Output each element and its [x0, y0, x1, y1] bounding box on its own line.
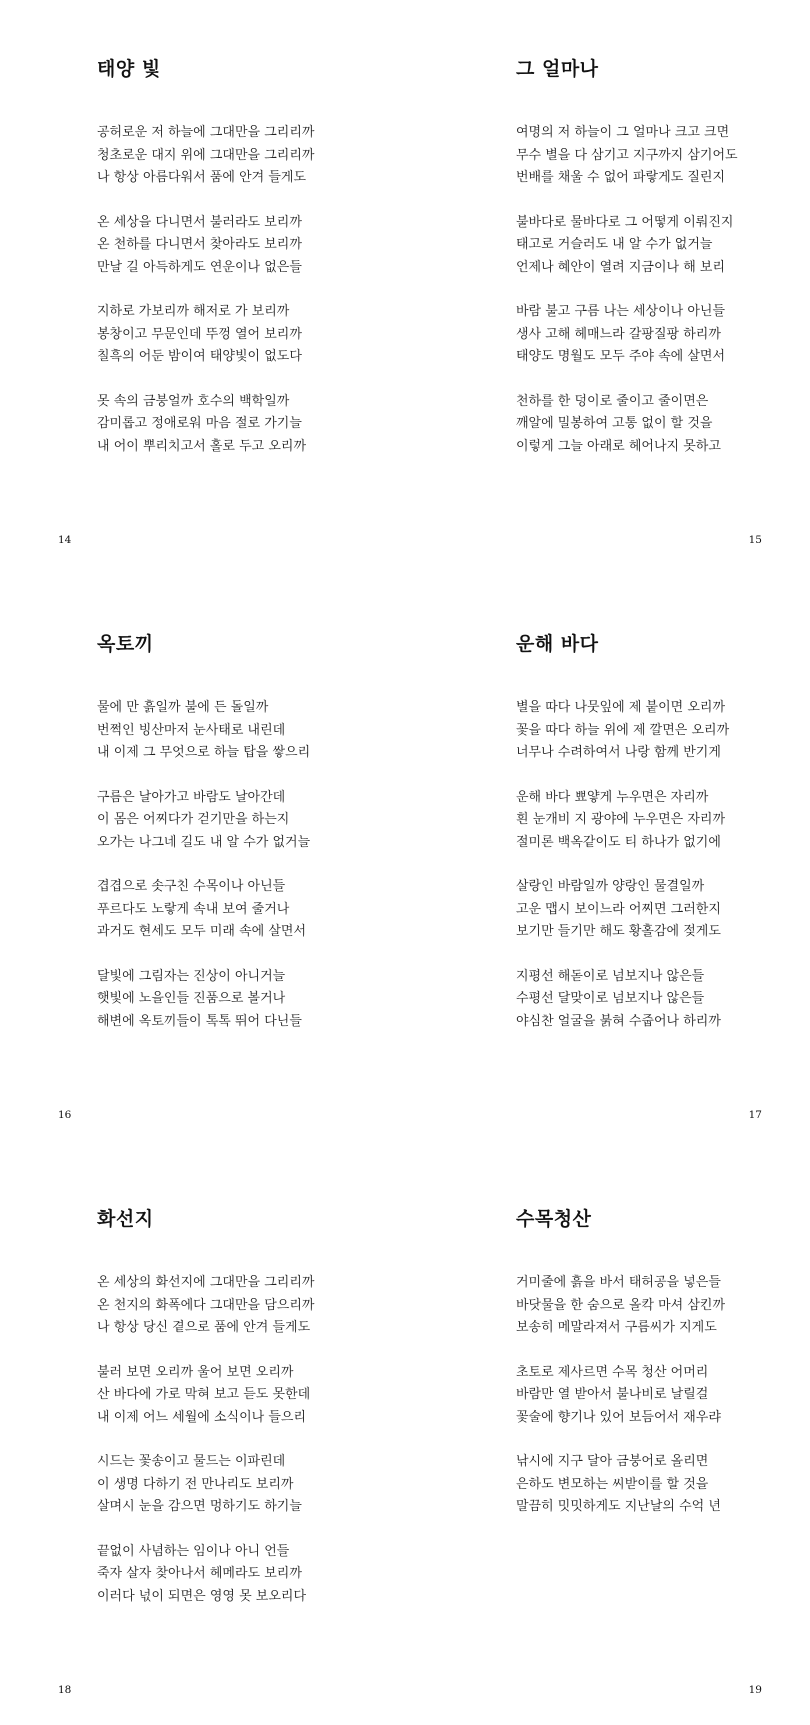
poem-line: 산 바다에 가로 막혀 보고 듣도 못한데: [97, 1387, 311, 1402]
poem-line: 감미롭고 정애로워 마음 절로 가기늘: [97, 416, 302, 431]
poem-line: 별을 따다 나뭇잎에 제 붙이면 오리까: [516, 700, 726, 715]
stanza: [516, 122, 806, 190]
stanza: [97, 1451, 387, 1519]
page-number: 14: [58, 534, 72, 546]
right-page: [405, 0, 810, 575]
poem-line: 번쩍인 빙산마저 눈사태로 내린데: [97, 722, 286, 738]
stanza: [97, 876, 387, 944]
poem-line: 여명의 저 하늘이 그 얼마나 크고 크면: [516, 125, 730, 140]
page-spread: [0, 1150, 810, 1725]
stanza: [97, 212, 387, 280]
poem-line: 언제나 혜안이 열려 지금이나 해 보리: [516, 259, 726, 275]
poem-line: 봉창이고 무문인데 뚜껑 열어 보리까: [97, 326, 302, 342]
poem-title: 운해 바다: [516, 633, 599, 655]
poem-line: 야심찬 얼굴을 붉혀 수줍어나 하리까: [516, 1013, 721, 1029]
stanza: [516, 1362, 806, 1430]
poem-line: 과거도 현세도 모두 미래 속에 살면서: [97, 924, 307, 939]
stanza: [97, 1362, 387, 1430]
poem-body: [516, 697, 806, 1055]
page-number: 17: [748, 1109, 762, 1121]
poem-body: [97, 122, 387, 480]
poem-line: 불러 보면 오리까 울어 보면 오리까: [97, 1364, 294, 1380]
poem-line: 수평선 달맞이로 넘보지나 않은들: [516, 991, 705, 1006]
stanza: [97, 122, 387, 190]
stanza: [516, 876, 806, 944]
page-number: 18: [58, 1684, 72, 1696]
page-spread: [0, 575, 810, 1150]
poem-line: 초토로 제사르면 수목 청산 어머리: [516, 1364, 709, 1380]
poem-line: 나 항상 아름다워서 품에 안겨 들게도: [97, 170, 307, 185]
page-number: 19: [748, 1684, 762, 1696]
poem-line: 물에 만 흙일까 불에 든 돌일까: [97, 700, 269, 715]
poem-line: 내 이제 그 무엇으로 하늘 탑을 쌓으리: [97, 745, 311, 760]
poem-line: 낚시에 지구 달아 금붕어로 올리면: [516, 1454, 709, 1469]
poem-line: 무수 별을 다 삼기고 지구까지 삼기어도: [516, 147, 738, 163]
stanza: [97, 697, 387, 765]
poem-line: 이 몸은 어찌다가 걷기만을 하는지: [97, 812, 290, 827]
right-page: [405, 575, 810, 1150]
poem-line: 지하로 가보리까 해저로 가 보리까: [97, 304, 290, 319]
poem-line: 말끔히 밋밋하게도 지난날의 수억 년: [516, 1499, 721, 1514]
poem-line: 절미론 백옥같이도 티 하나가 없기에: [516, 834, 721, 850]
poem-line: 생사 고해 헤매느라 갈팡질팡 하리까: [516, 326, 721, 342]
poem-line: 바람만 열 받아서 불나비로 날릴걸: [516, 1387, 709, 1402]
poem-line: 태고로 거슬러도 내 알 수가 없거늘: [516, 237, 713, 252]
stanza: [516, 1272, 806, 1340]
poem-line: 내 어이 뿌리치고서 홀로 두고 오리까: [97, 438, 307, 454]
poem-line: 보기만 들기만 해도 황홀감에 젖게도: [516, 924, 721, 939]
poem-line: 나 항상 당신 곁으로 품에 안겨 들게도: [97, 1320, 311, 1335]
left-page: [0, 575, 405, 1150]
stanza: [516, 966, 806, 1034]
stanza: [97, 966, 387, 1034]
page-number: 15: [748, 534, 762, 546]
poem-line: 끝없이 사념하는 임이나 아니 언들: [97, 1543, 290, 1559]
stanza: [516, 1451, 806, 1519]
page-spread: [0, 0, 810, 575]
poem-line: 꽃술에 향기나 있어 보듬어서 재우랴: [516, 1409, 721, 1425]
poem-line: 보송히 메말라져서 구름씨가 지게도: [516, 1320, 717, 1335]
poem-line: 온 세상의 화선지에 그대만을 그리리까: [97, 1275, 315, 1290]
poem-title: 옥토끼: [97, 633, 154, 655]
stanza: [516, 212, 806, 280]
poem-line: 공허로운 저 하늘에 그대만을 그리리까: [97, 125, 315, 140]
stanza: [97, 391, 387, 459]
poem-line: 거미줄에 흙을 바서 태허공을 넣은들: [516, 1275, 721, 1290]
poem-line: 겹겹으로 솟구친 수목이나 아닌들: [97, 879, 286, 894]
stanza: [516, 391, 806, 459]
poem-line: 구름은 날아가고 바람도 날아간데: [97, 789, 286, 805]
poem-body: [97, 697, 387, 1055]
poem-line: 번배를 채울 수 없어 파랗게도 질린지: [516, 170, 726, 185]
poem-line: 달빛에 그림자는 진상이 아니거늘: [97, 968, 286, 984]
poem-body: [516, 122, 806, 480]
poem-line: 바람 불고 구름 나는 세상이나 아닌들: [516, 304, 726, 319]
stanza: [97, 1272, 387, 1340]
poem-line: 깨알에 밀봉하여 고통 없이 할 것을: [516, 416, 713, 431]
poem-title: 태양 빛: [97, 58, 161, 80]
poem-line: 지평선 해돋이로 넘보지나 않은들: [516, 968, 705, 984]
page-number: 16: [58, 1109, 72, 1121]
poem-line: 해변에 옥토끼들이 톡톡 뛰어 다닌들: [97, 1013, 302, 1029]
poem-line: 바닷물을 한 숨으로 올칵 마셔 삼킨까: [516, 1297, 726, 1313]
stanza: [516, 787, 806, 855]
poem-line: 이 생명 다하기 전 만나리도 보리까: [97, 1476, 294, 1492]
poem-line: 이렇게 그늘 아래로 헤어나지 못하고: [516, 438, 721, 454]
poem-line: 온 세상을 다니면서 불러라도 보리까: [97, 214, 302, 230]
poem-line: 천하를 한 덩이로 줄이고 줄이면은: [516, 393, 709, 409]
poem-line: 내 이제 어느 세월에 소식이나 들으리: [97, 1409, 307, 1425]
stanza: [516, 697, 806, 765]
stanza: [516, 301, 806, 369]
poem-title: 그 얼마나: [516, 58, 599, 80]
poem-line: 살며시 눈을 감으면 멍하기도 하기늘: [97, 1499, 302, 1514]
poem-line: 못 속의 금붕얼까 호수의 백학일까: [97, 393, 290, 409]
poem-line: 시드는 꽃송이고 물드는 이파린데: [97, 1454, 286, 1469]
poem-line: 고운 맵시 보이느라 어찌면 그러한지: [516, 901, 721, 917]
poem-line: 온 천지의 화폭에다 그대만을 담으리까: [97, 1297, 315, 1313]
right-page: [405, 1150, 810, 1725]
stanza: [97, 1541, 387, 1609]
poem-line: 살랑인 바람일까 양랑인 물결일까: [516, 879, 705, 894]
poem-line: 죽자 살자 찾아나서 헤메라도 보리까: [97, 1566, 302, 1581]
poem-line: 꽃을 따다 하늘 위에 제 깔면은 오리까: [516, 722, 730, 738]
stanza: [97, 787, 387, 855]
poem-body: [97, 1272, 387, 1630]
poem-line: 흰 눈개비 지 광야에 누우면은 자리까: [516, 812, 726, 827]
stanza: [97, 301, 387, 369]
left-page: [0, 1150, 405, 1725]
poem-line: 태양도 명월도 모두 주야 속에 살면서: [516, 349, 726, 364]
poem-line: 온 천하를 다니면서 찾아라도 보리까: [97, 237, 302, 252]
poem-line: 칠흑의 어둔 밤이여 태양빛이 없도다: [97, 349, 302, 364]
poem-title: 수목청산: [516, 1208, 592, 1230]
poem-line: 햇빛에 노을인들 진품으로 볼거나: [97, 991, 286, 1006]
poem-line: 만날 길 아득하게도 연운이나 없은들: [97, 259, 302, 275]
poem-line: 너무나 수려하여서 나랑 함께 반기게: [516, 745, 721, 760]
poem-body: [516, 1272, 806, 1541]
poem-line: 불바다로 물바다로 그 어떻게 이뤄진지: [516, 214, 734, 230]
left-page: [0, 0, 405, 575]
poem-title: 화선지: [97, 1208, 154, 1230]
poem-line: 은하도 변모하는 씨받이를 할 것을: [516, 1476, 709, 1492]
poem-line: 운해 바다 뾰얗게 누우면은 자리까: [516, 789, 709, 805]
poem-line: 푸르다도 노랗게 속내 보여 줄거나: [97, 901, 290, 917]
poem-line: 오가는 나그네 길도 내 알 수가 없거늘: [97, 834, 311, 850]
poem-line: 청초로운 대지 위에 그대만을 그리리까: [97, 147, 315, 163]
poem-line: 이러다 넋이 되면은 영영 못 보오리다: [97, 1588, 307, 1604]
